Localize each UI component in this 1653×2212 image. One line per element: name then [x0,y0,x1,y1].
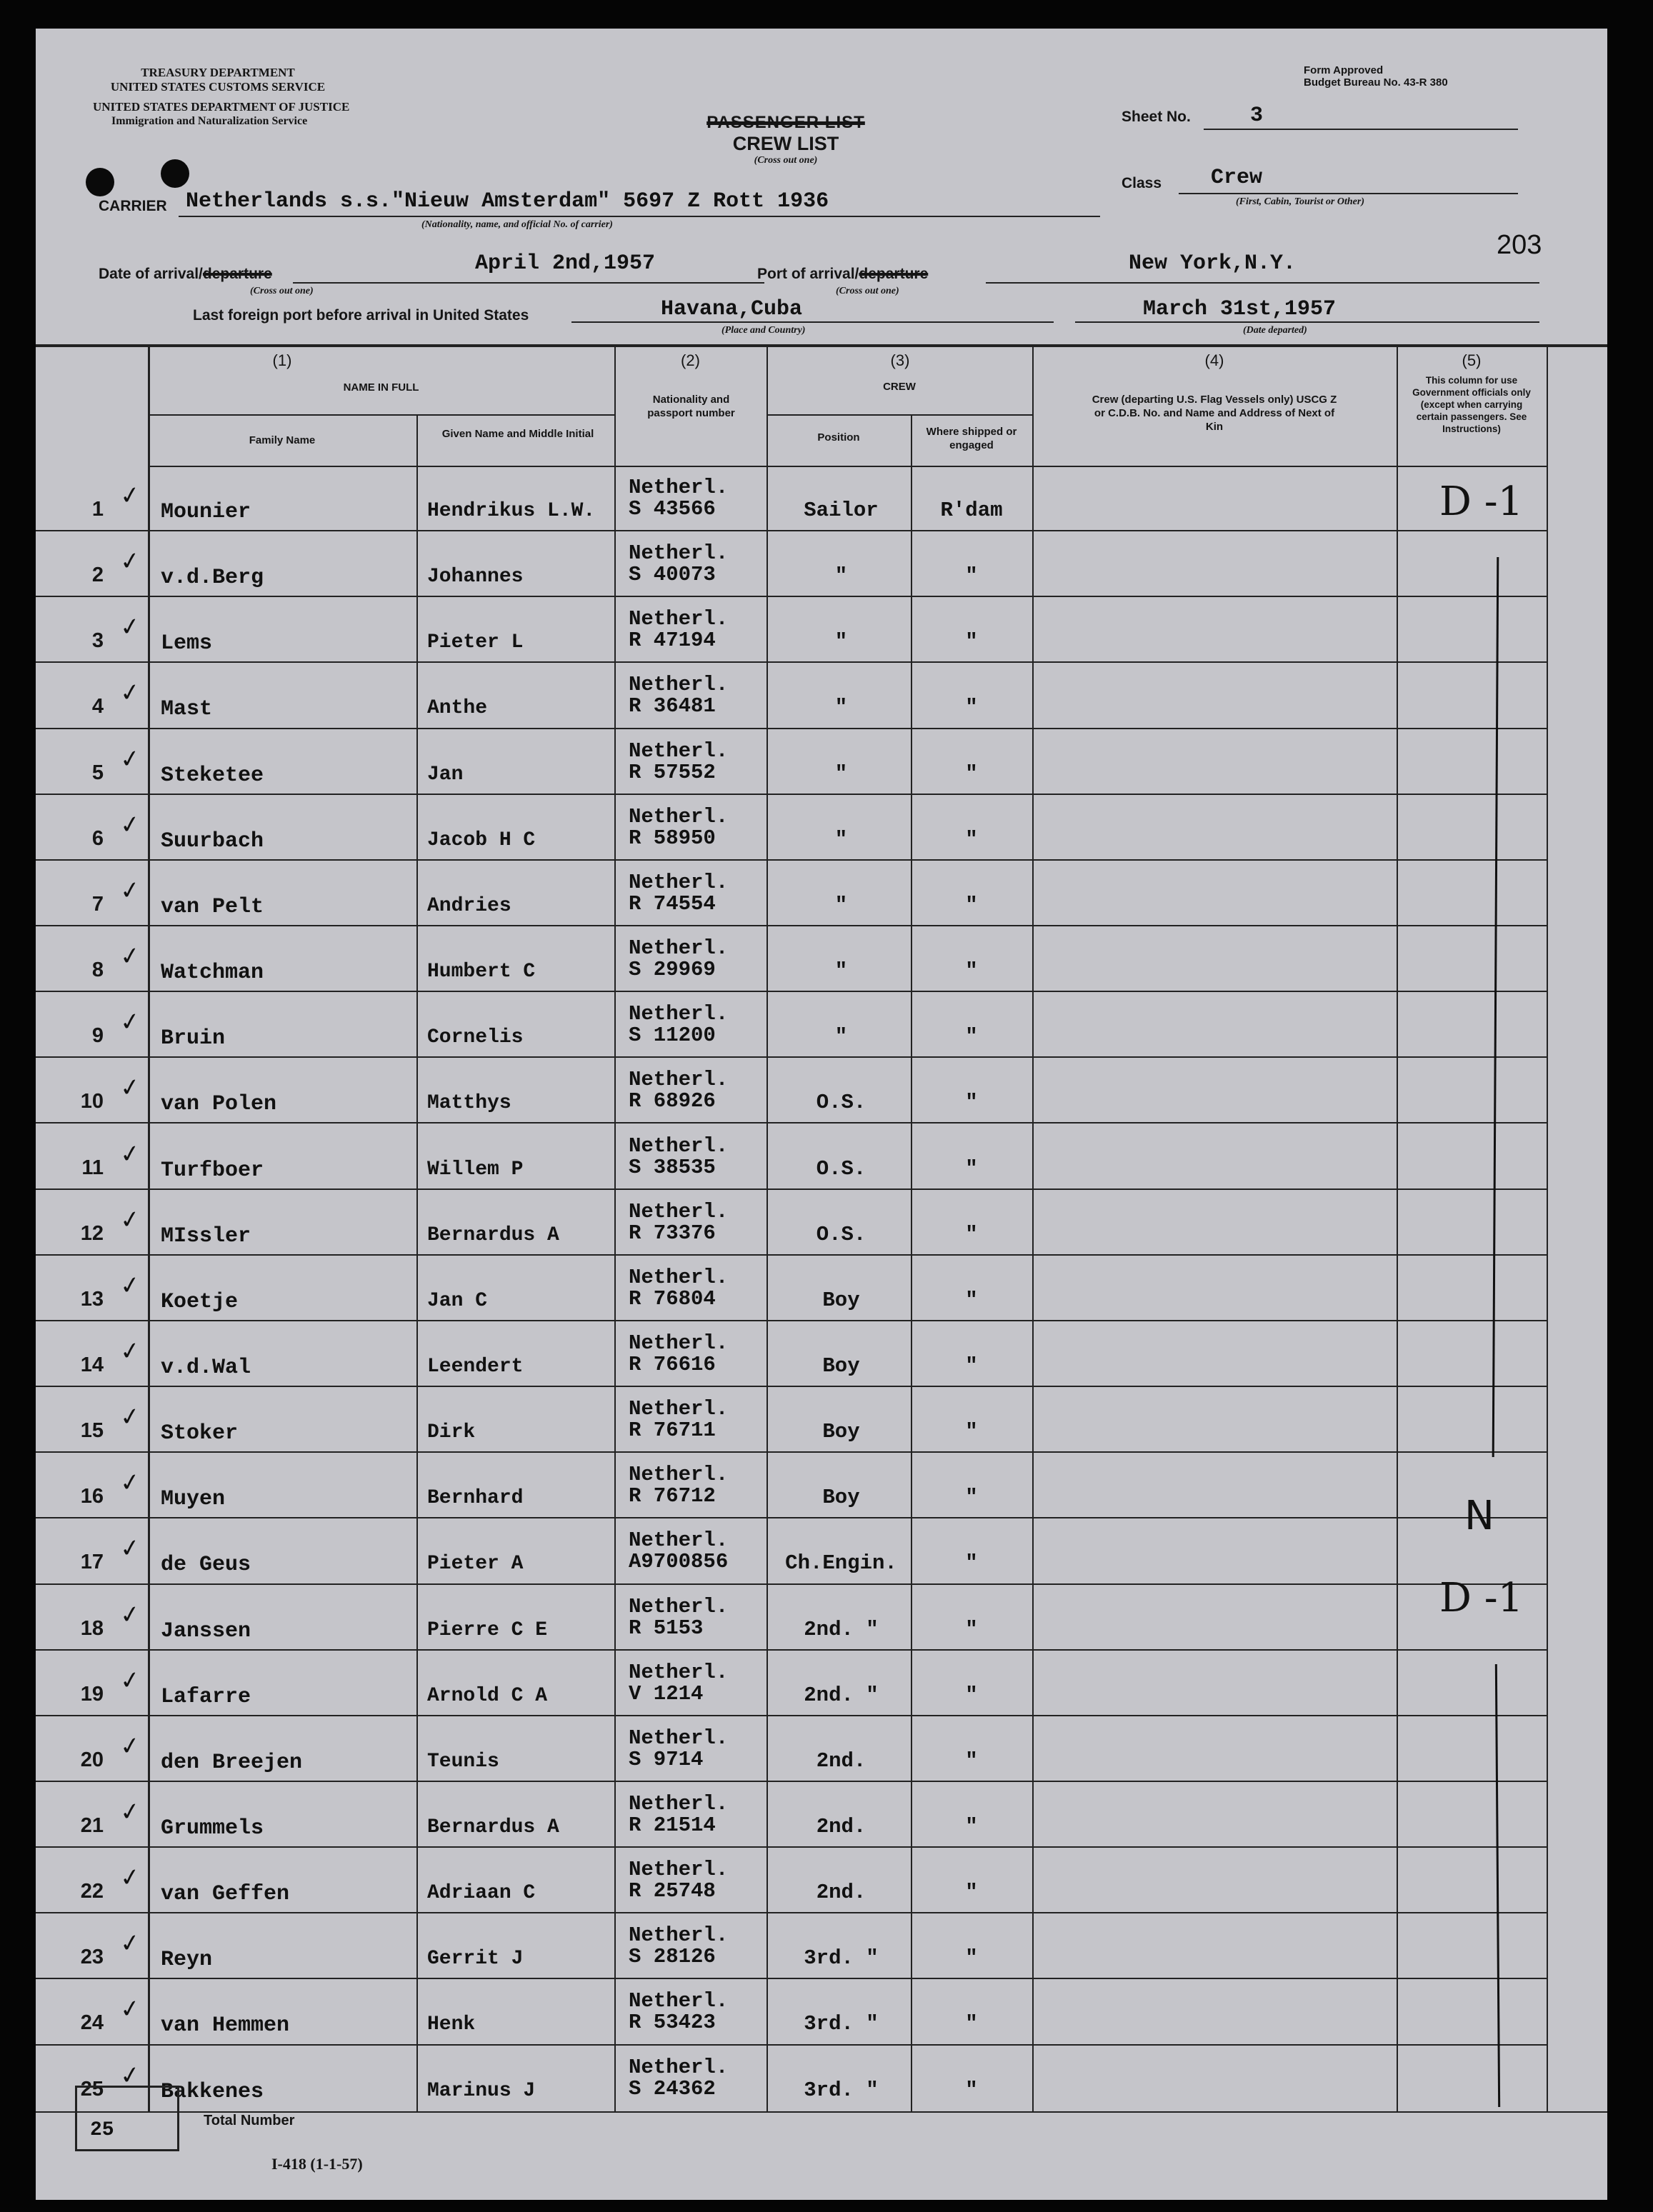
crew-position: Boy [822,1486,860,1510]
nationality: Netherl. [629,1331,729,1355]
sheet-label: Sheet No. [1122,109,1191,125]
given-name: Henk [427,2013,476,2036]
given-name: Teunis [427,1750,499,1773]
given-name: Marinus J [427,2079,536,2102]
given-name: Cornelis [427,1026,524,1049]
check-mark: ✓ [118,1533,143,1565]
check-mark: ✓ [118,1138,143,1170]
table-row [36,531,1607,597]
crew-position: 3rd. " [804,2012,879,2036]
shipped-at: " [965,1617,978,1641]
date-hint: (Cross out one) [250,286,314,296]
table-row [36,1321,1607,1387]
table-row [36,1979,1607,2045]
given-name: Matthys [427,1092,511,1115]
crew-position: Sailor [804,499,879,522]
table-row [36,466,1607,531]
shipped-at: " [965,1222,978,1246]
nationality: Netherl. [629,1792,729,1816]
shipped-at: " [965,1420,978,1444]
col5-title: This column for use Government officials only (except when carrying certain passengers. See Instructions) [1412,375,1531,434]
shipped-at: " [965,1946,978,1971]
family-name: Turfboer [161,1158,264,1183]
table-row [36,729,1607,795]
passport-number: S 38535 [629,1155,716,1179]
port-struck: departure [859,266,929,282]
agency-line: UNITED STATES DEPARTMENT OF JUSTICE [93,100,350,114]
lastport-label: Last foreign port before arrival in United States [193,307,529,324]
row-number: 14 [80,1353,104,1376]
col4-title: Crew (departing U.S. Flag Vessels only) USCG Z or C.D.B. No. and Name and Address of Next of Kin [1092,394,1337,433]
header-rule [766,414,1032,416]
passport-number: R 73376 [629,1221,716,1245]
family-name: van Geffen [161,1882,290,1907]
crew-position: O.S. [816,1222,867,1246]
shipped-at: " [965,1748,978,1773]
check-mark: ✓ [118,809,143,841]
col3a-title: Position [817,431,860,444]
shipped-at: " [965,959,978,984]
passport-number: R 74554 [629,891,716,916]
shipped-at: " [965,696,978,720]
crew-position: Boy [822,1353,860,1378]
nationality: Netherl. [629,1397,729,1421]
given-name: Bernhard [427,1487,524,1510]
nationality: Netherl. [629,1265,729,1289]
crew-position: O.S. [816,1091,867,1115]
passport-number: R 21514 [629,1813,716,1837]
row-number: 11 [81,1156,104,1179]
row-number: 5 [91,761,104,784]
passport-number: R 53423 [629,2011,716,2035]
total-box [75,2086,179,2151]
table-row [36,861,1607,926]
carrier-label: CARRIER [99,198,167,214]
crew-position: " [834,761,848,786]
family-name: Mast [161,697,213,722]
check-mark: ✓ [118,677,143,709]
nationality: Netherl. [629,1528,729,1553]
nationality: Netherl. [629,1726,729,1750]
nationality: Netherl. [629,804,729,829]
shipped-at: " [965,2012,978,2036]
table-row [36,1848,1607,1913]
given-name: Jan C [427,1289,488,1312]
row17-annotation: N [1464,1493,1494,1539]
given-name: Jan [427,763,464,786]
passport-number: R 76616 [629,1352,716,1376]
lastport-value: Havana,Cuba [661,297,803,321]
family-name: van Polen [161,1092,277,1117]
crew-position: " [834,564,848,589]
nationality: Netherl. [629,1594,729,1618]
crew-position: 2nd. " [804,1683,879,1707]
shipped-at: " [965,2078,978,2102]
given-name: Willem P [427,1158,524,1181]
family-name: Reyn [161,1948,213,1973]
port-hint: (Cross out one) [836,286,899,296]
check-mark: ✓ [118,1993,143,2026]
passport-number: S 11200 [629,1024,716,1048]
check-mark: ✓ [118,1203,143,1236]
crew-position: " [834,696,848,720]
check-mark: ✓ [118,1928,143,1960]
row-number: 9 [91,1024,104,1048]
table-row [36,1716,1607,1782]
check-mark: ✓ [118,1796,143,1828]
crew-list-document [36,29,1607,2200]
nationality: Netherl. [629,1199,729,1223]
shipped-at: " [965,1683,978,1707]
col3-number: (3) [890,351,910,369]
agency-line: TREASURY DEPARTMENT [141,66,295,79]
header-rule [148,414,614,416]
crew-position: Boy [822,1288,860,1312]
nationality: Netherl. [629,1463,729,1487]
col2-title: Nationality and passport number [647,394,735,419]
passport-number: R 76712 [629,1484,716,1508]
row-number: 7 [91,892,104,916]
check-mark: ✓ [118,1862,143,1893]
given-name: Jacob H C [427,829,536,851]
row-number: 23 [80,1946,104,1969]
page-title: CREW LIST [732,133,839,154]
crew-table [36,29,1607,2200]
check-mark: ✓ [118,1731,143,1762]
row-number: 8 [91,959,104,982]
passport-number: R 57552 [629,760,716,784]
row18-annotation: D -1 [1439,1575,1524,1621]
family-name: Suurbach [161,829,264,854]
given-name: Dirk [427,1421,476,1444]
row-number: 18 [80,1616,104,1640]
row-number: 6 [91,826,104,850]
passport-number: S 24362 [629,2076,716,2101]
family-name: Lafarre [161,1684,251,1709]
family-name: v.d.Berg [161,566,264,591]
nationality: Netherl. [629,739,729,763]
row-number: 24 [80,2011,104,2035]
crew-position: 2nd. [816,1815,867,1838]
table-row [36,1782,1607,1848]
table-row [36,1190,1607,1256]
shipped-at: " [965,1156,978,1181]
table-row [36,1256,1607,1321]
table-row [36,1651,1607,1716]
nationality: Netherl. [629,1002,729,1026]
table-row [36,992,1607,1058]
passport-number: R 58950 [629,826,716,850]
row-number: 21 [80,1814,104,1837]
row-number: 10 [80,1090,104,1113]
col1b-title: Given Name and Middle Initial [441,428,594,440]
passport-number: R 25748 [629,1879,716,1903]
check-mark: ✓ [118,1401,143,1433]
crew-position: 2nd. [816,1881,867,1905]
nationality: Netherl. [629,541,729,566]
check-mark: ✓ [118,2059,143,2091]
departed-hint: (Date departed) [1243,325,1307,336]
passport-number: S 40073 [629,563,716,587]
row1-annotation: D -1 [1439,479,1524,525]
crew-position: O.S. [816,1156,867,1181]
form-approved-text: Form Approved [1304,64,1384,76]
nationality: Netherl. [629,1660,729,1684]
check-mark: ✓ [118,1006,143,1038]
row-number: 2 [91,564,104,587]
family-name: Watchman [161,961,264,986]
family-name: Steketee [161,763,264,788]
crew-position: 3rd. " [804,1946,879,1971]
given-name: Hendrikus L.W. [427,500,596,522]
class-hint: (First, Cabin, Tourist or Other) [1236,196,1364,207]
row-number: 1 [91,498,104,521]
shipped-at: " [965,1025,978,1049]
family-name: Koetje [161,1289,239,1314]
given-name: Johannes [427,566,524,589]
row-number: 12 [80,1221,104,1245]
date-struck: departure [202,266,272,282]
budget-bureau-text: Budget Bureau No. 43-R 380 [1304,76,1448,89]
row-number: 15 [80,1419,104,1443]
passport-number: S 29969 [629,958,716,982]
nationality: Netherl. [629,1858,729,1882]
family-name: Bakkenes [161,2079,264,2104]
nationality: Netherl. [629,607,729,631]
shipped-at: " [965,1815,978,1838]
table-row [36,926,1607,992]
row-number: 16 [80,1485,104,1508]
passport-number: V 1214 [629,1681,704,1706]
family-name: Stoker [161,1421,239,1446]
nationality: Netherl. [629,673,729,697]
table-row [36,663,1607,729]
given-name: Andries [427,894,511,917]
row-number: 22 [80,1880,104,1903]
row-number: 25 [80,2077,104,2101]
check-mark: ✓ [118,875,143,906]
given-name: Arnold C A [427,1684,548,1707]
family-name: Lems [161,631,213,656]
shipped-at: " [965,827,978,851]
total-label: Total Number [204,2113,295,2128]
check-mark: ✓ [118,1336,143,1367]
col5-number: (5) [1462,351,1482,369]
family-name: den Breejen [161,1750,303,1775]
passport-number: S 28126 [629,1945,716,1969]
row-number: 13 [80,1287,104,1311]
check-mark: ✓ [118,941,143,972]
arrival-date: April 2nd,1957 [475,251,656,276]
check-mark: ✓ [118,546,143,577]
crew-position: 2nd. [816,1748,867,1773]
given-name: Pierre C E [427,1618,548,1641]
check-mark: ✓ [118,1598,143,1631]
passport-number: R 76711 [629,1418,716,1443]
nationality: Netherl. [629,1923,729,1948]
agency-line: Immigration and Naturalization Service [111,115,308,127]
family-name: v.d.Wal [161,1355,251,1380]
table-row [36,1058,1607,1123]
family-name: Bruin [161,1026,226,1051]
total-value: 25 [90,2119,114,2141]
passport-number: R 36481 [629,694,716,719]
check-mark: ✓ [118,1664,143,1696]
given-name: Bernardus A [427,1816,559,1838]
nationality: Netherl. [629,2055,729,2079]
lastport-hint: (Place and Country) [721,325,806,336]
crew-position: Ch.Engin. [785,1551,897,1576]
table-row [36,1453,1607,1518]
crew-position: " [834,827,848,851]
shipped-at: " [965,1091,978,1115]
family-name: Grummels [161,1816,264,1841]
class-value: Crew [1211,166,1263,190]
given-name: Anthe [427,697,488,720]
page-number: 203 [1497,230,1542,260]
sheet-number: 3 [1250,104,1264,128]
given-name: Pieter A [427,1553,524,1576]
class-label: Class [1122,175,1162,191]
passport-number: R 68926 [629,1089,716,1113]
table-row [36,1387,1607,1453]
table-row [36,795,1607,861]
check-mark: ✓ [118,1072,143,1104]
crew-position: " [834,959,848,984]
shipped-at: " [965,1353,978,1378]
given-name: Gerrit J [427,1948,524,1971]
family-name: van Pelt [161,894,264,919]
shipped-at: " [965,761,978,786]
departed-date: March 31st,1957 [1143,297,1337,321]
col3b-title: Where shipped or engaged [926,426,1017,451]
family-name: van Hemmen [161,2013,290,2038]
check-mark: ✓ [118,1270,143,1301]
shipped-at: " [965,1551,978,1576]
crew-position: " [834,893,848,917]
nationality: Netherl. [629,476,729,499]
family-name: de Geus [161,1553,251,1578]
shipped-at: " [965,1881,978,1905]
row-number: 17 [80,1551,104,1574]
passport-number: R 47194 [629,629,716,653]
struck-title: PASSENGER LIST [706,113,865,132]
check-mark: ✓ [118,1467,143,1499]
crew-position: 2nd. " [804,1617,879,1641]
passport-number: S 43566 [629,497,716,521]
crew-position: " [834,630,848,654]
passport-number: R 5153 [629,1616,704,1640]
carrier-value: Netherlands s.s."Nieuw Amsterdam" 5697 Z Rott 1936 [186,189,829,214]
col3-title: CREW [883,381,916,393]
check-mark: ✓ [118,480,143,511]
table-row [36,1585,1607,1651]
shipped-at: " [965,564,978,589]
table-row [36,1124,1607,1190]
family-name: Muyen [161,1487,226,1512]
passport-number: R 76804 [629,1286,716,1311]
nationality: Netherl. [629,1133,729,1158]
table-row [36,1913,1607,1979]
given-name: Humbert C [427,961,536,984]
col1-title: NAME IN FULL [343,381,419,394]
shipped-at: R'dam [940,499,1003,522]
table-row [36,2046,1607,2111]
row-number: 20 [80,1748,104,1771]
passport-number: A9700856 [629,1550,729,1574]
family-name: Mounier [161,500,251,524]
given-name: Leendert [427,1355,524,1378]
col2-number: (2) [681,351,700,369]
given-name: Pieter L [427,631,524,654]
given-name: Bernardus A [427,1223,559,1246]
row-number: 4 [91,695,104,719]
crew-position: Boy [822,1420,860,1444]
check-mark: ✓ [118,743,143,775]
col4-number: (4) [1204,351,1224,369]
shipped-at: " [965,630,978,654]
crew-position: " [834,1025,848,1049]
row-number: 19 [80,1682,104,1706]
cross-out-hint: (Cross out one) [754,155,818,166]
row-number: 3 [91,629,104,653]
table-row [36,597,1607,663]
col1-number: (1) [272,351,292,369]
carrier-hint: (Nationality, name, and official No. of carrier) [421,219,613,230]
form-number: I-418 (1-1-57) [271,2155,363,2173]
nationality: Netherl. [629,870,729,894]
passport-number: S 9714 [629,1747,704,1771]
date-label: Date of arrival/ [99,266,203,282]
port-label: Port of arrival/ [757,266,859,282]
agency-line: UNITED STATES CUSTOMS SERVICE [110,80,326,94]
given-name: Adriaan C [427,1882,536,1905]
shipped-at: " [965,893,978,917]
nationality: Netherl. [629,936,729,961]
nationality: Netherl. [629,1989,729,2013]
nationality: Netherl. [629,1068,729,1092]
family-name: Janssen [161,1618,251,1643]
shipped-at: " [965,1486,978,1510]
family-name: MIssler [161,1223,251,1248]
table-row [36,1518,1607,1584]
arrival-port: New York,N.Y. [1129,251,1297,276]
check-mark: ✓ [118,611,143,644]
col1a-title: Family Name [249,434,316,446]
shipped-at: " [965,1288,978,1312]
crew-position: 3rd. " [804,2078,879,2102]
